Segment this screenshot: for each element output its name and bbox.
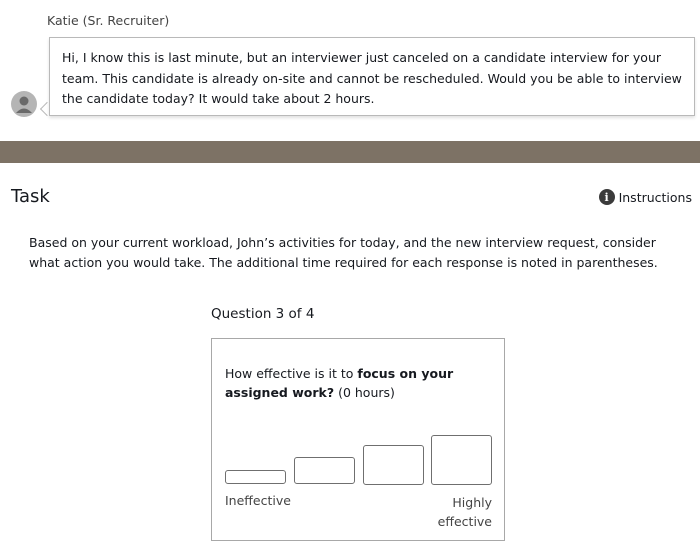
section-divider <box>0 141 700 163</box>
rating-option-3[interactable] <box>363 445 424 485</box>
instructions-link[interactable] <box>599 189 692 205</box>
instructions-label: Instructions <box>618 189 692 205</box>
scale-low-label: Ineffective <box>225 493 291 508</box>
question-suffix: (0 hours) <box>334 385 395 400</box>
task-heading: Task <box>11 186 50 207</box>
chat-message-bubble <box>49 37 695 116</box>
question-emphasis: focus on your assigned work? <box>225 366 454 400</box>
rating-option-4[interactable] <box>431 435 492 485</box>
question-counter: Question 3 of 4 <box>211 306 315 322</box>
scale-high-label: Highly effective <box>437 495 492 529</box>
question-text <box>225 364 495 402</box>
chat-message-text: Hi, I know this is last minute, but an interviewer just canceled on a candidate interview for your team. This candidate is already on-site and cannot be rescheduled. Would you be able to interview the candidate today? It would take about 2 hours. <box>62 50 682 106</box>
task-description: Based on your current workload, John’s activities for today, and the new interview request, consider what action you would take. The additional time required for each response is noted in parentheses. <box>29 235 658 270</box>
question-card <box>211 338 505 541</box>
info-icon: i <box>599 189 615 205</box>
question-prefix: How effective is it to <box>225 366 358 381</box>
user-avatar-icon <box>11 91 37 117</box>
rating-option-1[interactable] <box>225 470 286 484</box>
rating-option-2[interactable] <box>294 457 355 484</box>
chat-sender-name: Katie (Sr. Recruiter) <box>47 13 170 28</box>
